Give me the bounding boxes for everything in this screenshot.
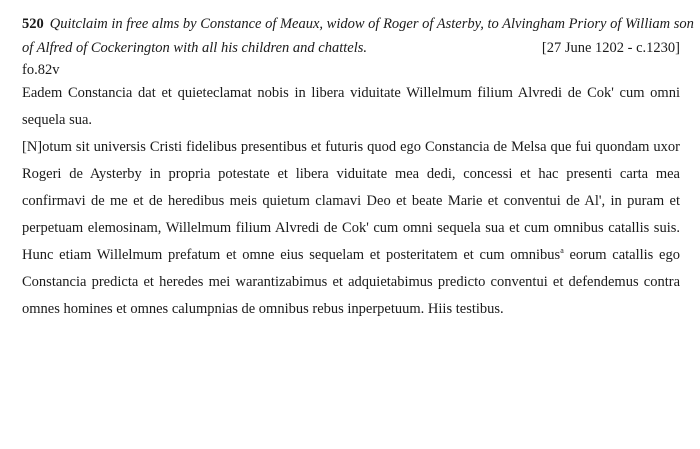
charter-text-part-1: [N]otum sit universis Cristi fidelibus presentibus et futuris quod ego Constancia de Melsa que fui quondam uxor Rogeri de Aysterby in propria potestate et libera viduitate mea dedi, concessi et hac presenti carta mea confirmavi de me et de heredibus meis quietum clamavi Deo et beate Marie et conventui de Al', in puram et perpetuam elemosinam, Willelmum filium Alvredi de Cok' cum omni sequela sua et cum omnibus catallis suis. Hunc etiam Willelmum prefatum et omne eius sequelam et posteritatem et cum omnibus (22, 139, 680, 263)
charter-text-part-2: eorum catallis ego Constancia predicta et heredes mei warantizabimus et adquietabimus predicto conventui et defendemus contra omnes homines et omnes calumpnias de omnibus rebus inperpetuum. Hiis testibus. (22, 247, 680, 317)
charter-paragraph (22, 134, 680, 323)
entry-date: [27 June 1202 - c.1230] (541, 40, 680, 56)
entry-number: 520 (22, 16, 44, 32)
document-page (22, 12, 694, 323)
folio-reference: fo.82v (22, 62, 60, 78)
footnote-marker: a (560, 246, 564, 256)
entry-title-line-2: of Alfred of Cockerington with all his children and chattels. (22, 40, 368, 56)
heading-line-1 (22, 12, 694, 36)
entry-heading (22, 12, 694, 60)
entry-title-line-1: Quitclaim in free alms by Constance of Meaux, widow of Roger of Asterby, to Alvingham Priory of William son (49, 16, 694, 32)
summary-paragraph: Eadem Constancia dat et quieteclamat nobis in libera viduitate Willelmum filium Alvredi de Cok' cum omni sequela sua. (22, 85, 680, 128)
